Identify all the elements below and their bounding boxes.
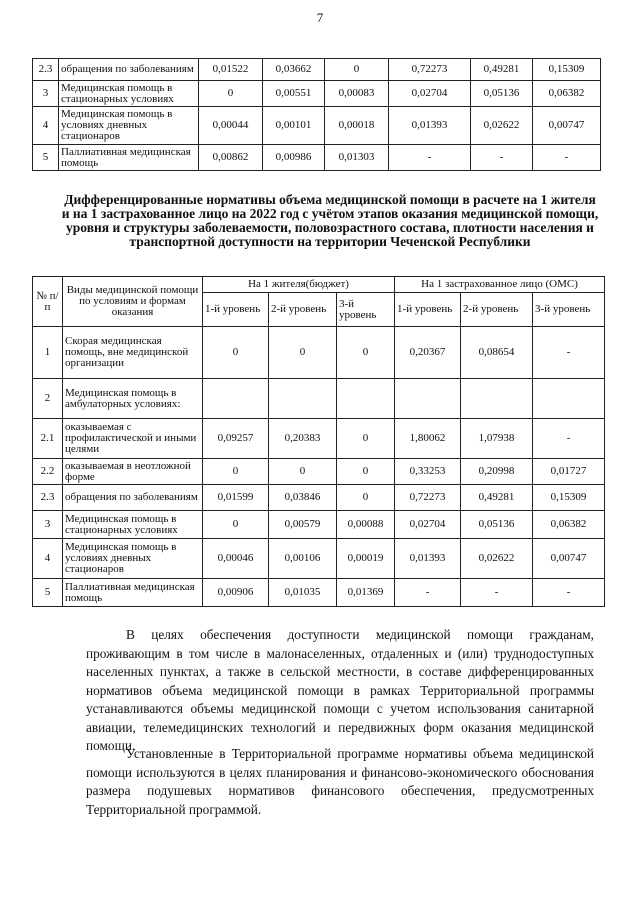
row-number: 2.3 <box>33 485 63 511</box>
cell-value: 0 <box>203 327 269 379</box>
header-type: Виды медицинской помощи по условиям и формам оказания <box>63 277 203 327</box>
row-number: 3 <box>33 81 59 107</box>
cell-value: 0 <box>203 511 269 539</box>
cell-value: 0 <box>337 327 395 379</box>
table-row <box>33 539 605 579</box>
cell-value: 0,00088 <box>337 511 395 539</box>
cell-value <box>461 379 533 419</box>
row-name: Медицинская помощь в условиях дневных стационаров <box>59 107 199 145</box>
section-heading: Дифференцированные нормативы объема медицинской помощи в расчете на 1 жителя и на 1 застрахованное лицо на 2022 год с учётом этапов оказания медицинской помощи, уровня и структуры заболеваемости, половозрастного состава, плотности населения и транспортной доступности на территории Чеченской Республики <box>61 192 599 249</box>
table-row <box>33 379 605 419</box>
cell-value: 0,01599 <box>203 485 269 511</box>
header-number: № п/п <box>33 277 63 327</box>
cell-value: 0,03662 <box>263 59 325 81</box>
cell-value: 0,00018 <box>325 107 389 145</box>
cell-value: 0 <box>337 485 395 511</box>
row-number: 2.1 <box>33 419 63 459</box>
body-paragraph: Установленные в Территориальной программе нормативы объема медицинской помощи используются в целях планирования и финансово-экономического обоснования размера подушевых нормативов финансового обеспечения, предусмотренных Территориальной программой. <box>86 746 594 817</box>
cell-value: 0,01727 <box>533 459 605 485</box>
cell-value: 0,00101 <box>263 107 325 145</box>
cell-value: 0,00551 <box>263 81 325 107</box>
normatives-table <box>32 276 605 607</box>
cell-value: - <box>533 579 605 607</box>
cell-value: 0,20367 <box>395 327 461 379</box>
row-number: 5 <box>33 145 59 171</box>
table-row <box>33 419 605 459</box>
table-row <box>33 327 605 379</box>
cell-value: 0,06382 <box>533 511 605 539</box>
cell-value: 0,05136 <box>461 511 533 539</box>
row-name: Медицинская помощь в стационарных условиях <box>59 81 199 107</box>
cell-value: 0 <box>269 459 337 485</box>
row-number: 4 <box>33 107 59 145</box>
cell-value: 0 <box>337 419 395 459</box>
header-row <box>33 277 605 293</box>
cell-value: 0,20383 <box>269 419 337 459</box>
cell-value: 0,00986 <box>263 145 325 171</box>
table-continuation <box>32 58 601 171</box>
row-name: Скорая медицинская помощь, вне медицинской организации <box>63 327 203 379</box>
cell-value: 0 <box>199 81 263 107</box>
cell-value <box>269 379 337 419</box>
header-level: 2-й уровень <box>269 293 337 327</box>
table-row <box>33 459 605 485</box>
row-number: 2.2 <box>33 459 63 485</box>
row-number: 2 <box>33 379 63 419</box>
cell-value: 0,15309 <box>533 485 605 511</box>
cell-value: - <box>533 145 601 171</box>
table-row <box>33 107 601 145</box>
cell-value: 0,01393 <box>395 539 461 579</box>
cell-value: - <box>395 579 461 607</box>
header-level: 1-й уровень <box>395 293 461 327</box>
cell-value: 0,00579 <box>269 511 337 539</box>
cell-value: 0,06382 <box>533 81 601 107</box>
cell-value: 0 <box>337 459 395 485</box>
cell-value: 0,03846 <box>269 485 337 511</box>
cell-value <box>203 379 269 419</box>
body-paragraph: В целях обеспечения доступности медицинской помощи гражданам, проживающим в том числе в малонаселенных, отдаленных и (или) труднодоступных населенных пунктах, а также в сельской местности, в составе дифференцированных нормативов объема медицинской помощи в рамках Территориальной программы устанавливаются объемы медицинской помощи с учетом использования санитарной авиации, телемедицинских технологий и передвижных форм оказания медицинской помощи. <box>86 627 594 753</box>
row-name: Паллиативная медицинская помощь <box>63 579 203 607</box>
cell-value: 0,01035 <box>269 579 337 607</box>
cell-value: - <box>533 327 605 379</box>
row-number: 4 <box>33 539 63 579</box>
cell-value: 0,00019 <box>337 539 395 579</box>
cell-value: 0,00046 <box>203 539 269 579</box>
cell-value: 0,00044 <box>199 107 263 145</box>
header-level: 1-й уровень <box>203 293 269 327</box>
cell-value: 0,01522 <box>199 59 263 81</box>
cell-value: 1,80062 <box>395 419 461 459</box>
cell-value: 0 <box>269 327 337 379</box>
cell-value: 0,02704 <box>389 81 471 107</box>
cell-value: 0,05136 <box>471 81 533 107</box>
cell-value: 0,00083 <box>325 81 389 107</box>
cell-value: 0,33253 <box>395 459 461 485</box>
cell-value: 0,09257 <box>203 419 269 459</box>
cell-value: 0,49281 <box>471 59 533 81</box>
table-row <box>33 145 601 171</box>
header-group-budget: На 1 жителя(бюджет) <box>203 277 395 293</box>
cell-value: 0,00862 <box>199 145 263 171</box>
cell-value: 0,01303 <box>325 145 389 171</box>
cell-value <box>395 379 461 419</box>
row-name: Медицинская помощь в условиях дневных стационаров <box>63 539 203 579</box>
header-level: 3-й уровень <box>533 293 605 327</box>
header-level: 3-й уровень <box>337 293 395 327</box>
table-row <box>33 579 605 607</box>
row-number: 2.3 <box>33 59 59 81</box>
cell-value: 0,00106 <box>269 539 337 579</box>
header-level: 2-й уровень <box>461 293 533 327</box>
cell-value <box>533 379 605 419</box>
row-name: оказываемая в неотложной форме <box>63 459 203 485</box>
cell-value: 0,72273 <box>395 485 461 511</box>
cell-value: 0 <box>325 59 389 81</box>
cell-value: - <box>533 419 605 459</box>
row-name: оказываемая с профилактической и иными целями <box>63 419 203 459</box>
table-row <box>33 485 605 511</box>
row-name: обращения по заболеваниям <box>63 485 203 511</box>
cell-value: 0,00747 <box>533 107 601 145</box>
cell-value: 0,72273 <box>389 59 471 81</box>
cell-value: 0,20998 <box>461 459 533 485</box>
row-number: 1 <box>33 327 63 379</box>
row-name: Паллиативная медицинская помощь <box>59 145 199 171</box>
cell-value: 0 <box>203 459 269 485</box>
cell-value: 0,01393 <box>389 107 471 145</box>
cell-value: - <box>389 145 471 171</box>
table-row <box>33 511 605 539</box>
cell-value: 0,02622 <box>461 539 533 579</box>
cell-value: 0,02622 <box>471 107 533 145</box>
header-group-oms: На 1 застрахованное лицо (ОМС) <box>395 277 605 293</box>
cell-value: 0,08654 <box>461 327 533 379</box>
row-number: 3 <box>33 511 63 539</box>
cell-value: 0,49281 <box>461 485 533 511</box>
cell-value: 0,00747 <box>533 539 605 579</box>
table-row <box>33 81 601 107</box>
cell-value: 1,07938 <box>461 419 533 459</box>
cell-value: 0,02704 <box>395 511 461 539</box>
cell-value: - <box>461 579 533 607</box>
row-name: Медицинская помощь в стационарных условиях <box>63 511 203 539</box>
cell-value: 0,15309 <box>533 59 601 81</box>
cell-value <box>337 379 395 419</box>
row-name: обращения по заболеваниям <box>59 59 199 81</box>
row-number: 5 <box>33 579 63 607</box>
table-row <box>33 59 601 81</box>
cell-value: 0,00906 <box>203 579 269 607</box>
page-number: 7 <box>316 10 324 25</box>
cell-value: 0,01369 <box>337 579 395 607</box>
row-name: Медицинская помощь в амбулаторных условиях: <box>63 379 203 419</box>
cell-value: - <box>471 145 533 171</box>
